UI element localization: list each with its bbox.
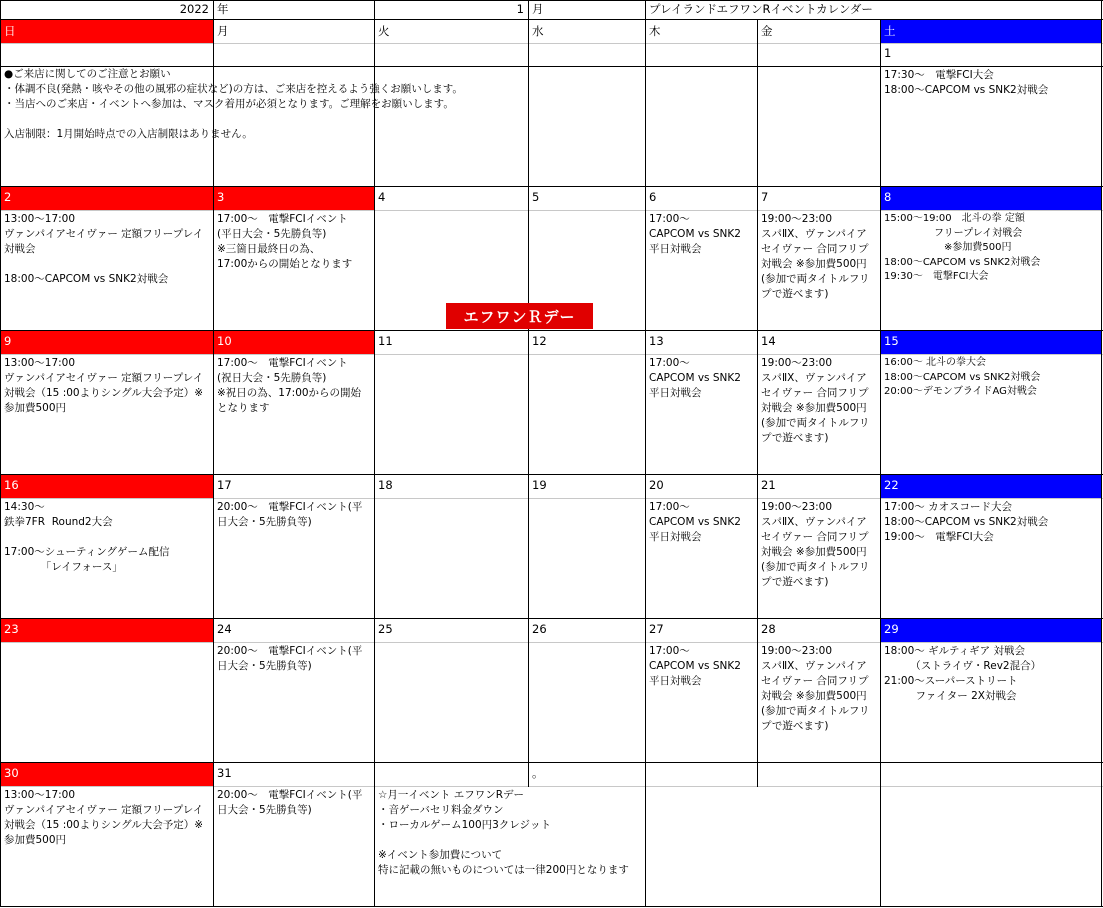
date-24: 24 <box>217 622 232 636</box>
date-7: 7 <box>761 190 769 204</box>
event-sat-8: 15:00～19:00 北斗の拳 定額 フリープレイ対戦会 ※参加費500円 18:00～CAPCOM vs SNK2対戦会 19:30～ 電撃FCI大会 <box>884 213 1041 282</box>
event-mon-17: 20:00～ 電撃FCIイベント(平日大会・5先勝負等) <box>217 501 363 528</box>
date-26: 26 <box>532 622 547 636</box>
date-31: 31 <box>217 766 232 780</box>
event-mon-24: 20:00～ 電撃FCIイベント(平日大会・5先勝負等) <box>217 645 363 672</box>
date-20: 20 <box>649 478 664 492</box>
date-27: 27 <box>649 622 664 636</box>
calendar-title: プレイランドエフワンRイベントカレンダー <box>649 2 873 16</box>
date-10: 10 <box>214 331 374 354</box>
date-12: 12 <box>532 334 547 348</box>
wed-mark: 。 <box>532 766 544 780</box>
date-6: 6 <box>649 190 657 204</box>
date-29: 29 <box>881 619 1101 642</box>
date-4: 4 <box>378 190 386 204</box>
event-fri-7: 19:00～23:00 スパⅡX、ヴァンパイアセイヴァー 合同フリプ対戦会 ※参加費500円 (参加で両タイトルフリプで遊べます) <box>761 213 870 300</box>
weekday-mon: 月 <box>217 24 229 38</box>
event-fri-28: 19:00～23:00 スパⅡX、ヴァンパイアセイヴァー 合同フリプ対戦会 ※参加費500円 (参加で両タイトルフリプで遊べます) <box>761 645 870 732</box>
date-28: 28 <box>761 622 776 636</box>
date-21: 21 <box>761 478 776 492</box>
date-16: 16 <box>1 475 213 498</box>
event-mon-31: 20:00～ 電撃FCIイベント(平日大会・5先勝負等) <box>217 789 363 816</box>
date-25: 25 <box>378 622 393 636</box>
weekday-sat: 土 <box>881 20 1101 43</box>
event-thu-20: 17:00～ CAPCOM vs SNK2 平日対戦会 <box>649 501 741 543</box>
date-5: 5 <box>532 190 540 204</box>
date-1: 1 <box>884 46 892 60</box>
date-8: 8 <box>881 187 1101 210</box>
date-17: 17 <box>217 478 232 492</box>
weekday-fri: 金 <box>761 24 773 38</box>
year-cell: 2022 <box>179 2 209 16</box>
event-sun-9: 13:00～17:00 ヴァンパイアセイヴァー 定額フリープレイ対戦会（15 :00よりシングル大会予定）※参加費500円 <box>4 357 204 414</box>
notice-text: ●ご来店に関してのご注意とお願い ・体調不良(発熱・咳やその他の風邪の症状など)の方は、ご来店を控えるよう強くお願いします。 ・当店へのご来店・イベントへ参加は、マスク着用が必須となります。ご理解をお願いします。 入店制限：1月開始時点での入店制限はありません。 <box>4 68 463 140</box>
event-sat-1: 17:30～ 電撃FCI大会 18:00～CAPCOM vs SNK2対戦会 <box>884 69 1049 96</box>
date-14: 14 <box>761 334 776 348</box>
weekday-thu: 木 <box>649 24 661 38</box>
date-18: 18 <box>378 478 393 492</box>
event-sat-15: 16:00～ 北斗の拳大会 18:00～CAPCOM vs SNK2対戦会 20:00～デモンブライドAG対戦会 <box>884 357 1041 397</box>
event-sun-16: 14:30～ 鉄拳7FR Round2大会 17:00～シューティングゲーム配信 「レイフォース」 <box>4 501 170 573</box>
date-11: 11 <box>378 334 393 348</box>
notes-text: ☆月一イベント エフワンRデー ・音ゲーバセリ料金ダウン ・ローカルゲーム100円3クレジット ※イベント参加費について 特に記載の無いものについては一律200円となります <box>378 789 629 876</box>
year-unit-cell: 年 <box>217 2 229 16</box>
grid-line <box>0 906 1103 907</box>
event-thu-6: 17:00～ CAPCOM vs SNK2 平日対戦会 <box>649 213 741 255</box>
weekday-wed: 水 <box>532 24 544 38</box>
date-9: 9 <box>1 331 213 354</box>
month-unit-cell: 月 <box>532 2 544 16</box>
f1r-day-banner: エフワンＲデー <box>446 303 593 329</box>
weekday-tue: 火 <box>378 24 390 38</box>
date-19: 19 <box>532 478 547 492</box>
event-fri-21: 19:00～23:00 スパⅡX、ヴァンパイアセイヴァー 合同フリプ対戦会 ※参加費500円 (参加で両タイトルフリプで遊べます) <box>761 501 870 588</box>
event-sat-22: 17:00～ カオスコード大会 18:00～CAPCOM vs SNK2対戦会 19:00～ 電撃FCI大会 <box>884 501 1049 543</box>
event-thu-27: 17:00～ CAPCOM vs SNK2 平日対戦会 <box>649 645 741 687</box>
date-3: 3 <box>214 187 374 210</box>
event-mon-10: 17:00～ 電撃FCIイベント (祝日大会・5先勝負等) ※祝日の為、17:00からの開始となります <box>217 357 362 414</box>
date-2: 2 <box>1 187 213 210</box>
date-13: 13 <box>649 334 664 348</box>
event-sat-29: 18:00～ ギルティギア 対戦会 （ストライヴ・Rev2混合） 21:00～スーパーストリート ファイター 2X対戦会 <box>884 645 1042 702</box>
grid-line <box>1101 0 1102 907</box>
date-23: 23 <box>1 619 213 642</box>
date-15: 15 <box>881 331 1101 354</box>
date-22: 22 <box>881 475 1101 498</box>
event-sun-2: 13:00～17:00 ヴァンパイアセイヴァー 定額フリープレイ対戦会 18:00～CAPCOM vs SNK2対戦会 <box>4 213 204 285</box>
event-mon-3: 17:00～ 電撃FCIイベント (平日大会・5先勝負等) ※三箇日最終日の為、 17:00からの開始となります <box>217 213 353 270</box>
event-sun-30: 13:00～17:00 ヴァンパイアセイヴァー 定額フリープレイ対戦会（15 :00よりシングル大会予定）※参加費500円 <box>4 789 204 846</box>
month-cell: 1 <box>516 2 524 16</box>
date-30: 30 <box>1 763 213 786</box>
event-fri-14: 19:00～23:00 スパⅡX、ヴァンパイアセイヴァー 合同フリプ対戦会 ※参加費500円 (参加で両タイトルフリプで遊べます) <box>761 357 870 444</box>
weekday-sun: 日 <box>1 20 213 43</box>
event-thu-13: 17:00～ CAPCOM vs SNK2 平日対戦会 <box>649 357 741 399</box>
